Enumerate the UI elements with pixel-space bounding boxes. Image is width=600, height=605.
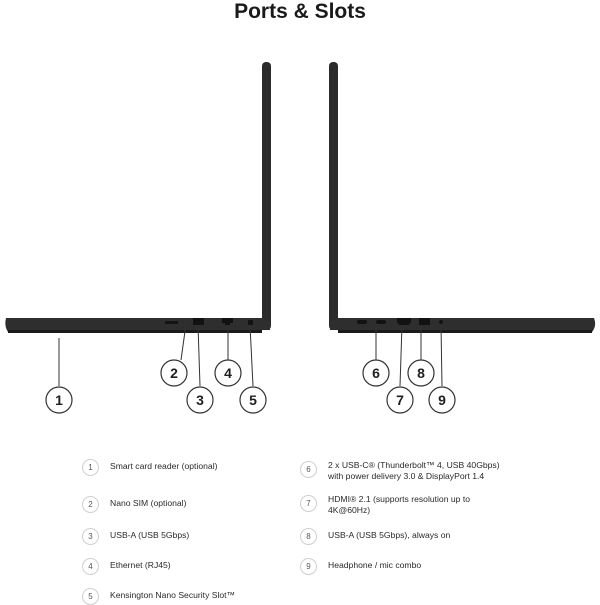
callout-3 bbox=[187, 387, 213, 413]
legend-label: 2 x USB-C® (Thunderbolt™ 4, USB 40Gbps) with power delivery 3.0 & DisplayPort 1.4 bbox=[328, 460, 500, 481]
nano-sim-slot bbox=[165, 321, 178, 324]
callout-4 bbox=[215, 360, 241, 386]
svg-text:7: 7 bbox=[396, 392, 404, 408]
legend-label: Ethernet (RJ45) bbox=[110, 560, 171, 570]
legend-item-5 bbox=[82, 588, 235, 605]
legend-number: 7 bbox=[300, 495, 317, 512]
legend-number: 8 bbox=[300, 528, 317, 545]
legend-number: 6 bbox=[300, 461, 317, 478]
svg-text:6: 6 bbox=[372, 365, 380, 381]
legend-label: Nano SIM (optional) bbox=[110, 498, 187, 508]
right-screen-lid bbox=[329, 62, 338, 330]
legend-item-1 bbox=[82, 459, 217, 476]
kensington-slot bbox=[248, 320, 253, 325]
legend-item-2 bbox=[82, 496, 186, 513]
left-laptop bbox=[5, 62, 271, 333]
right-laptop bbox=[329, 62, 595, 333]
legend-label: Smart card reader (optional) bbox=[110, 461, 218, 471]
legend-number: 5 bbox=[82, 588, 99, 605]
laptop-illustration bbox=[0, 40, 600, 420]
svg-text:2: 2 bbox=[170, 365, 178, 381]
svg-text:5: 5 bbox=[249, 392, 257, 408]
callout-8 bbox=[408, 360, 434, 386]
left-screen-lid bbox=[262, 62, 271, 330]
callout-1 bbox=[46, 387, 72, 413]
legend-item-9 bbox=[300, 558, 421, 575]
svg-text:8: 8 bbox=[417, 365, 425, 381]
legend-label: USB-A (USB 5Gbps), always on bbox=[328, 530, 451, 540]
callout-2 bbox=[161, 360, 187, 386]
usbc-port-2 bbox=[376, 320, 386, 324]
legend-number: 3 bbox=[82, 528, 99, 545]
right-base bbox=[330, 318, 595, 332]
svg-text:9: 9 bbox=[438, 392, 446, 408]
page-title: Ports & Slots bbox=[234, 0, 366, 23]
legend-number: 9 bbox=[300, 558, 317, 575]
usb-a-port-right bbox=[419, 318, 430, 325]
legend-item-7 bbox=[300, 492, 470, 516]
svg-text:4: 4 bbox=[224, 365, 232, 381]
callout-9 bbox=[429, 387, 455, 413]
legend-label: Kensington Nano Security Slot™ bbox=[110, 590, 236, 600]
legend-number: 2 bbox=[82, 496, 99, 513]
legend-number: 1 bbox=[82, 459, 99, 476]
callout-6 bbox=[363, 360, 389, 386]
svg-text:3: 3 bbox=[196, 392, 204, 408]
headphone-jack bbox=[439, 320, 443, 324]
legend-item-8 bbox=[300, 528, 450, 545]
callout-5 bbox=[240, 387, 266, 413]
left-base-edge bbox=[8, 330, 262, 333]
callout-7 bbox=[387, 387, 413, 413]
svg-text:1: 1 bbox=[55, 392, 63, 408]
legend-item-6 bbox=[300, 458, 500, 482]
legend-label: Headphone / mic combo bbox=[328, 560, 422, 570]
legend-item-3 bbox=[82, 528, 189, 545]
legend-label: HDMI® 2.1 (supports resolution up to 4K@60Hz) bbox=[328, 494, 470, 515]
legend-label: USB-A (USB 5Gbps) bbox=[110, 530, 190, 540]
hdmi-port bbox=[397, 318, 411, 325]
usbc-port-1 bbox=[357, 320, 367, 324]
usb-a-port-left bbox=[193, 318, 204, 325]
legend-item-4 bbox=[82, 558, 171, 575]
legend-number: 4 bbox=[82, 558, 99, 575]
